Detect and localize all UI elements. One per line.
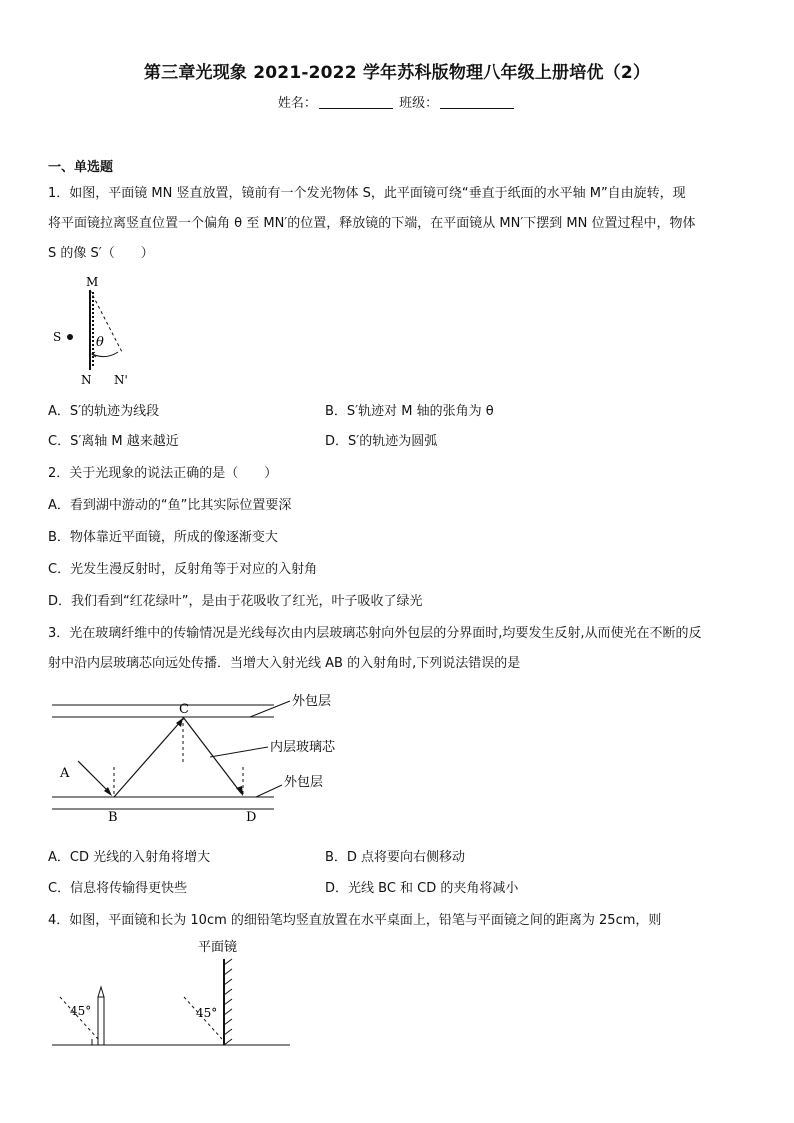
q3-label-C: C bbox=[179, 702, 189, 717]
q3-option-d[interactable]: D．光线 BC 和 CD 的夹角将减小 bbox=[325, 881, 519, 896]
q1-option-d[interactable]: D．S′的轨迹为圆弧 bbox=[325, 434, 438, 449]
q1-label-theta: θ bbox=[96, 335, 104, 350]
q4-mirror-hatch bbox=[224, 959, 232, 1045]
q4-figure bbox=[40, 935, 310, 1053]
q1-line2: 将平面镜拉离竖直位置一个偏角 θ 至 MN′的位置，释放镜的下端，在平面镜从 MN′下摆到 MN 位置过程中，物体 bbox=[48, 216, 696, 231]
name-label: 姓名： bbox=[277, 96, 317, 111]
q3-leader-outer-bottom bbox=[256, 785, 282, 797]
q3-label-inner: 内层玻璃芯 bbox=[270, 740, 336, 755]
q4-pencil bbox=[98, 997, 104, 1045]
section-title: 一、单选题 bbox=[48, 160, 114, 175]
q3-ray-BC bbox=[114, 721, 181, 797]
q1-option-b[interactable]: B．S′轨迹对 M 轴的张角为 θ bbox=[325, 404, 494, 419]
q3-label-A: A bbox=[60, 766, 70, 781]
q2-option-b[interactable]: B．物体靠近平面镜，所成的像逐渐变大 bbox=[48, 530, 278, 545]
q3-option-c[interactable]: C．信息将传输得更快些 bbox=[48, 881, 188, 896]
q1-figure bbox=[40, 270, 150, 390]
class-label: 班级： bbox=[399, 96, 439, 111]
q1-line1: 1．如图，平面镜 MN 竖直放置，镜前有一个发光物体 S，此平面镜可绕“垂直于纸面的水平轴 M”自由旋转，现 bbox=[48, 186, 686, 201]
q3-figure bbox=[40, 685, 370, 830]
q3-label-outer-bottom: 外包层 bbox=[284, 775, 324, 790]
q3-label-outer-top: 外包层 bbox=[292, 694, 332, 709]
q4-pencil-tip bbox=[98, 987, 104, 997]
q2-option-c[interactable]: C．光发生漫反射时，反射角等于对应的入射角 bbox=[48, 562, 318, 577]
q1-option-c[interactable]: C．S′离轴 M 越来越近 bbox=[48, 434, 179, 449]
q1-mirror-MN2 bbox=[90, 290, 122, 352]
page-title: 第三章光现象 2021-2022 学年苏科版物理八年级上册培优（2） bbox=[143, 63, 651, 83]
q3-ray-AB bbox=[78, 761, 110, 793]
q1-label-N: N bbox=[81, 373, 92, 387]
q2-option-a[interactable]: A．看到湖中游动的“鱼”比其实际位置要深 bbox=[48, 498, 292, 513]
q4-stem: 4．如图，平面镜和长为 10cm 的细铅笔均竖直放置在水平桌面上，铅笔与平面镜之间的距离为 25cm，则 bbox=[48, 913, 662, 928]
q1-label-N2: N' bbox=[114, 373, 128, 387]
q3-label-B: B bbox=[108, 810, 118, 825]
q1-label-S: S bbox=[53, 330, 62, 344]
q4-label-angle2: 45° bbox=[196, 1006, 218, 1020]
q3-leader-outer-top bbox=[250, 701, 290, 717]
q2-stem: 2．关于光现象的说法正确的是（ ） bbox=[48, 466, 278, 481]
student-info bbox=[0, 92, 794, 111]
q3-line1: 3．光在玻璃纤维中的传输情况是光线每次由内层玻璃芯射向外包层的分界面时,均要发生反射,从而使光在不断的反 bbox=[48, 626, 702, 641]
q1-option-a[interactable]: A．S′的轨迹为线段 bbox=[48, 404, 160, 419]
q1-theta-arc bbox=[92, 352, 118, 357]
q1-label-M: M bbox=[86, 275, 99, 289]
q4-label-angle1: 45° bbox=[70, 1004, 92, 1018]
class-blank[interactable] bbox=[440, 96, 514, 109]
q3-leader-inner bbox=[210, 747, 268, 757]
q4-label-mirror: 平面镜 bbox=[198, 940, 238, 955]
q3-line2: 射中沿内层玻璃芯向远处传播．当增大入射光线 AB 的入射角时,下列说法错误的是 bbox=[48, 656, 521, 671]
q3-ray-CD bbox=[183, 717, 241, 793]
name-blank[interactable] bbox=[319, 96, 393, 109]
q3-option-b[interactable]: B．D 点将要向右侧移动 bbox=[325, 850, 466, 865]
q1-point-S bbox=[67, 334, 73, 340]
q3-option-a[interactable]: A．CD 光线的入射角将增大 bbox=[48, 850, 211, 865]
q2-option-d[interactable]: D．我们看到“红花绿叶”，是由于花吸收了红光，叶子吸收了绿光 bbox=[48, 594, 423, 609]
q1-line3: S 的像 S′（ ） bbox=[48, 246, 154, 261]
q3-label-D: D bbox=[246, 810, 257, 825]
